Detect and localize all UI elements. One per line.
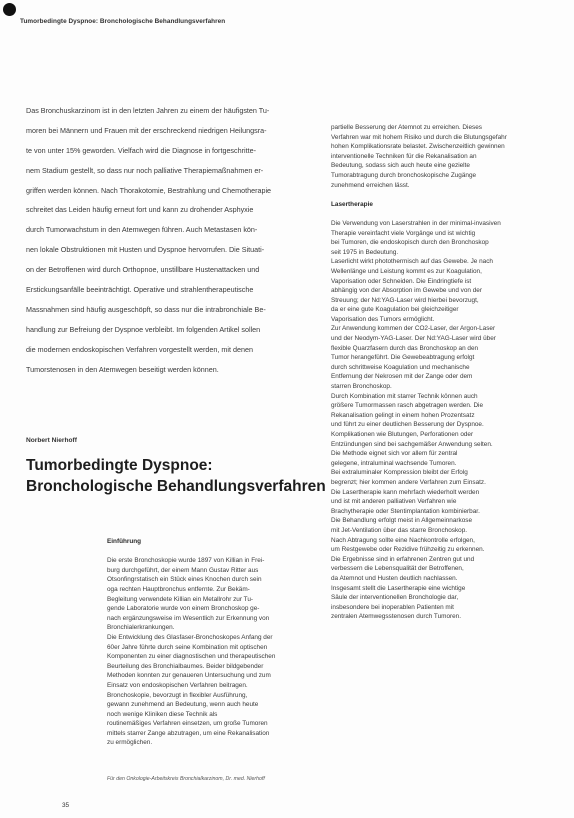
section-heading-laser: Lasertherapie [331,200,373,208]
text-line: Die Verwendung von Laserstrahlen in der minimal-invasiven [331,219,501,227]
text-line: zunehmend erreichen lässt. [331,181,410,189]
section-heading-introduction: Einführung [107,538,142,545]
text-line: Entfernung der Nekrosen mit der Zange oder dem [331,373,473,381]
text-line: Vaporisation oder Schneiden. Die Eindringtiefe ist [331,277,472,285]
text-line: Vaporisation des Tumors ermöglicht. [331,315,435,323]
text-line: da er eine gute Koagulation bei gleichzeitiger [331,306,459,314]
text-line: griffen werden können. Nach Thorakotomie, Bestrahlung und Chemotherapie [26,185,272,195]
text-line: Die erste Bronchoskopie wurde 1897 von Killian in Frei- [107,557,265,565]
text-line: schreitet das Leiden häufig erneut fort und kann zu drohender Asphyxie [26,205,254,215]
text-line: Nach Abtragung sollte eine Nachkontrolle erfolgen, [331,536,475,544]
middle-column-body [107,556,321,748]
text-line: 60er Jahre führte durch seine Kombination mit optischen [107,643,268,651]
text-line: flexible Quarzfasern durch das Bronchoskop an den [331,344,479,352]
text-line: um Restgewebe oder Rezidive frühzeitig zu erkennen. [331,546,485,554]
text-line: Beurteilung des Bronchialbaumes. Beider bildgebender [107,662,264,670]
text-line: da Atemnot und Husten deutlich nachlassen. [331,574,458,582]
text-line: gelegene, intraluminal wachsende Tumoren. [331,459,457,467]
text-line: mittels starrer Zange abzutragen, um eine Rekanalisation [107,729,270,737]
text-line: moren bei Männern und Frauen mit der erschreckend niedrigen Heilungsra- [26,125,267,135]
text-line: interventionelle Techniken für die Rekanalisation an [331,152,477,160]
text-line: seit 1975 in Bedeutung. [331,248,399,256]
text-line: zu ermöglichen. [107,739,153,747]
running-head: Tumorbedingte Dyspnoe: Bronchologische Behandlungsverfahren [20,18,226,25]
text-line: Methoden konnten zur genaueren Untersuchung und zum [107,672,271,680]
text-line: die modernen endoskopischen Verfahren vorgestellt werden, mit denen [26,344,253,354]
text-line: noch wenige Kliniken diese Technik als [107,710,218,718]
text-line: handlung zur Befreiung der Dyspnoe verbleibt. Im folgenden Artikel sollen [26,324,261,334]
text-line: Massnahmen sind häufig ausgeschöpft, so dass nur die intrabronchiale Be- [26,304,266,314]
text-line: Das Bronchuskarzinom ist in den letzten Jahren zu einem der häufigsten Tu- [26,106,270,115]
text-line: Bronchialerkrankungen. [107,624,175,632]
right-column-body [331,219,551,622]
text-line: durch Tumorwachstum in den Atemwegen führen. Auch Metastasen kön- [26,225,258,235]
text-line: nen lokale Obstruktionen mit Husten und Dyspnoe hervorrufen. Die Situati- [26,245,265,255]
text-line: und ist mit anderen palliativen Verfahren wie [331,498,457,506]
abstract-text [26,101,318,379]
text-line: Bedeutung, sodass sich auch heute eine gezielte [331,162,470,170]
text-line: Tumorstenosen in den Atemwegen beseitigt werden können. [26,364,219,374]
text-line: hohen Komplikationsrate belastet. Zwischenzeitlich gewinnen [331,143,505,151]
text-line: abhängig von der Absorption im Gewebe und von der [331,287,482,295]
text-line: zentralen Atemwegsstenosen durch Tumoren. [331,613,462,621]
text-line: Begleitung verwendete Killian ein Metallrohr zur Tu- [107,595,253,603]
text-line: Wellenlänge und Leistung kommt es zur Koagulation, [331,267,482,275]
text-line: on der Betroffenen wird durch Orthopnoe, unstillbare Hustenattacken und [26,265,260,275]
text-line: burg durchgeführt, der einem Mann Gustav Ritter aus [107,566,259,574]
text-line: nach ergänzungsweise im Wesentlich zur Erkennung von [107,614,270,622]
bullet-marker-icon [3,3,16,16]
text-line: und der Neodym-YAG-Laser. Der Nd:YAG-Laser wird über [331,335,496,343]
text-line: Insgesamt stellt die Lasertherapie eine wichtige [331,584,466,592]
right-column [331,123,551,622]
text-line: Durch Kombination mit starrer Technik können auch [331,392,478,400]
text-line: bei Tumoren, die endoskopisch durch den Bronchoskop [331,239,489,247]
text-line: verbessern die Lebensqualität der Betroffenen, [331,565,464,573]
text-line: und führt zu einer deutlichen Besserung der Dyspnoe. [331,421,484,429]
text-line: begrenzt; hier kommen andere Verfahren zum Einsatz. [331,478,486,486]
text-line: Laserlicht wirkt photothermisch auf das Gewebe. Je nach [331,258,493,266]
text-line: nem Stadium gestellt, so dass nur noch palliative Therapiemaßnahmen er- [26,165,264,175]
text-line: Tumor herangeführt. Die Gewebeabtragung erfolgt [331,354,475,362]
text-line: gende Laboratorie wurde von einem Bronchoskop ge- [107,605,260,613]
text-line: Therapie vereinfacht viele Vorgänge und ist wichtig [331,229,476,237]
text-line: Die Behandlung erfolgt meist in Allgemeinnarkose [331,517,473,525]
text-line: Entzündungen sind bei sachgemäßer Anwendung selten. [331,440,493,448]
text-line: gewann zunehmend an Bedeutung, wenn auch heute [107,701,259,709]
text-line: Die Entwicklung des Glasfaser-Bronchoskopes Anfang der [107,633,273,641]
text-line: Rekanalisation gelingt in einem hohen Prozentsatz [331,411,475,419]
text-line: oga rechten Hauptbronchus entfernte. Zur Bekäm- [107,585,250,593]
text-line: mit Jet-Ventilation über das starre Bronchoskop. [331,526,468,534]
right-column-intro [331,123,551,190]
text-line: Verfahren war mit hohem Risiko und durch die Blutungsgefahr [331,133,507,141]
text-line: Erstickungsanfälle beeinträchtigt. Operative und strahlentherapeutische [26,285,254,295]
text-line: Tumorabtragung durch bronchoskopische Zugänge [331,171,477,179]
text-line: größere Tumormassen rasch abgetragen werden. Die [331,402,484,410]
text-line: Die Lasertherapie kann mehrfach wiederholt werden [331,488,480,496]
text-line: Komplikationen wie Blutungen, Perforationen oder [331,431,474,438]
text-line: routinemäßiges Verfahren einsetzen, um große Tumoren [107,720,268,728]
text-line: starren Bronchoskop. [331,383,392,391]
text-line: Die Methode eignet sich vor allem für zentral [331,450,458,458]
text-line: Zur Anwendung kommen der CO2-Laser, der Argon-Laser [331,325,496,333]
text-line: Einsatz von endoskopischen Verfahren beitragen. [107,681,248,689]
text-line: Die Ergebnisse sind in erfahrenen Zentren gut und [331,555,475,563]
text-line: Streuung; der Nd:YAG-Laser wird hierbei bevorzugt, [331,296,479,304]
text-line: Komponenten zu einer diagnostischen und therapeutischen [107,653,276,661]
text-line: Bronchoskopie, bevorzugt in flexibler Ausführung, [107,691,248,699]
text-line: insbesondere bei inoperablen Patienten mit [331,603,454,611]
text-line: partielle Besserung der Atemnot zu erreichen. Dieses [331,124,482,131]
author-name: Norbert Nierhoff [26,437,77,444]
page-number: 35 [62,802,70,809]
article-title: Tumorbedingte Dyspnoe: Bronchologische Behandlungsverfahren [26,457,326,495]
footnote: Für den Onkologie-Arbeitskreis Bronchialkarzinom, Dr. med. Nierhoff [107,776,265,782]
text-line: Otsonfingrstatisch ein Stück eines Knochen durch sein [107,576,262,584]
text-line: Brachytherapie oder Stentimplantation kombinierbar. [331,507,480,515]
text-line: te von unter 15% geworden. Vielfach wird die Diagnose in fortgeschritte- [26,145,256,155]
text-line: Bei extraluminaler Kompression bleibt der Erfolg [331,469,468,477]
text-line: durch schrittweise Koagulation und mechanische [331,363,470,371]
middle-column [107,537,321,748]
text-line: Säule der interventionellen Bronchologie dar, [331,594,459,602]
